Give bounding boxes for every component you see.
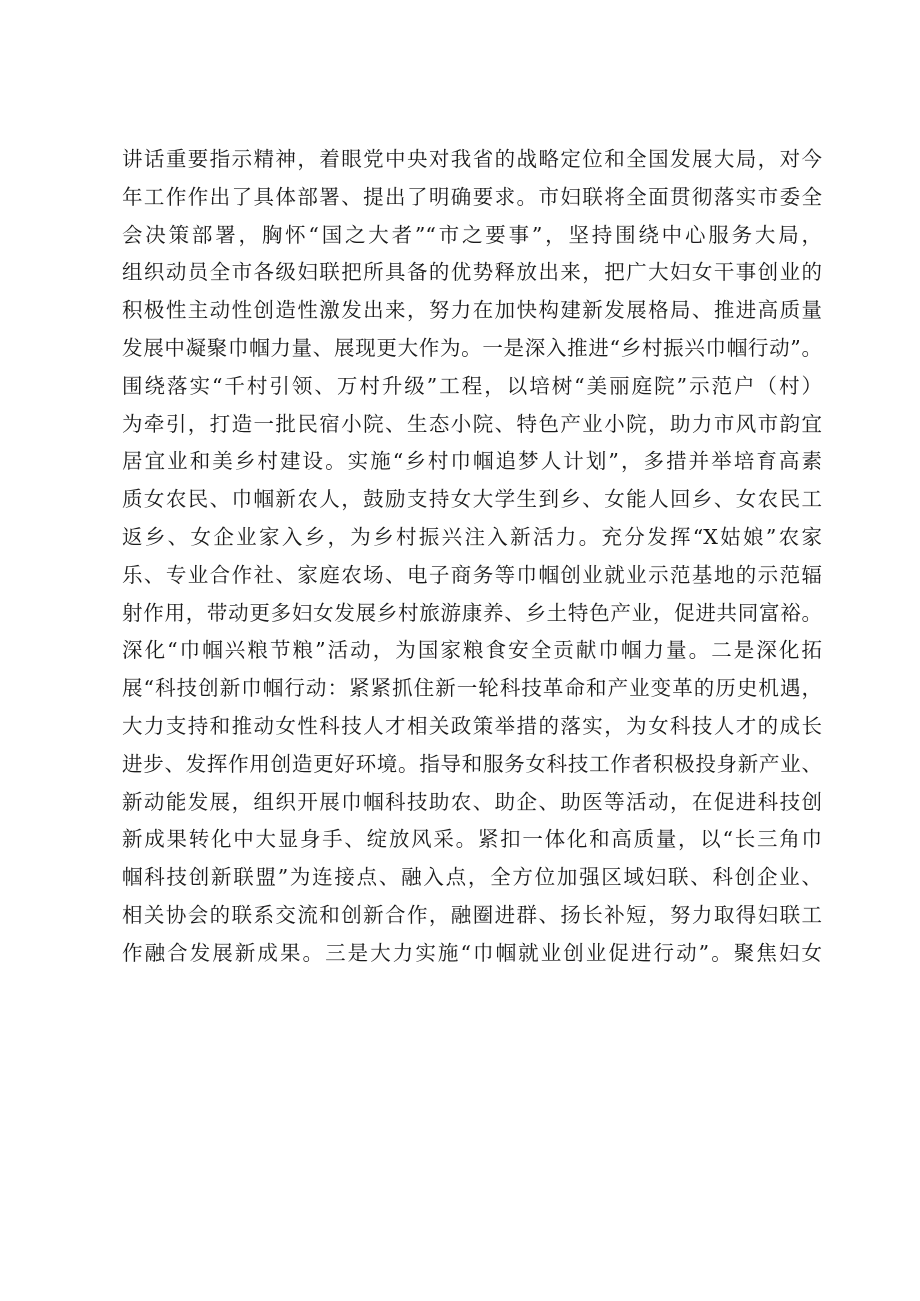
text-line: 作融合发展新成果。三是大力实施“巾帼就业创业促进行动”。聚焦妇女 [122, 940, 822, 965]
text-line: 居宜业和美乡村建设。实施“乡村巾帼追梦人计划”，多措并举培育高素 [122, 449, 822, 474]
text-line: 大力支持和推动女性科技人才相关政策举措的落实，为女科技人才的成长 [122, 713, 822, 738]
text-line: 新动能发展，组织开展巾帼科技助农、助企、助医等活动，在促进科技创 [122, 789, 822, 814]
text-line: 展“科技创新巾帼行动：紧紧抓住新一轮科技革命和产业变革的历史机遇， [122, 676, 822, 701]
text-line: 积极性主动性创造性激发出来，努力在加快构建新发展格局、推进高质量 [122, 298, 822, 323]
text-line: 发展中凝聚巾帼力量、展现更大作为。一是深入推进“乡村振兴巾帼行动”。 [122, 335, 822, 360]
text-line: 会决策部署，胸怀“国之大者”“市之要事”，坚持围绕中心服务大局， [122, 222, 822, 247]
text-line: 质女农民、巾帼新农人，鼓励支持女大学生到乡、女能人回乡、女农民工 [122, 487, 822, 512]
text-line: 新成果转化中大显身手、绽放风采。紧扣一体化和高质量，以“长三角巾 [122, 827, 822, 852]
text-line: 讲话重要指示精神，着眼党中央对我省的战略定位和全国发展大局，对今 [122, 147, 822, 171]
text-line: 相关协会的联系交流和创新合作，融圈进群、扬长补短，努力取得妇联工 [122, 902, 822, 927]
text-line: 进步、发挥作用创造更好环境。指导和服务女科技工作者积极投身新产业、 [122, 751, 822, 776]
text-line: 年工作作出了具体部署、提出了明确要求。市妇联将全面贯彻落实市委全 [122, 184, 822, 209]
text-line: 深化“巾帼兴粮节粮”活动，为国家粮食安全贡献巾帼力量。二是深化拓 [122, 638, 822, 663]
text-line: 返乡、女企业家入乡，为乡村振兴注入新活力。充分发挥“X姑娘”农家 [122, 524, 822, 549]
body-paragraph [122, 141, 822, 973]
text-line: 为牵引，打造一批民宿小院、生态小院、特色产业小院，助力市风市韵宜 [122, 411, 822, 436]
text-line: 乐、专业合作社、家庭农场、电子商务等巾帼创业就业示范基地的示范辐 [122, 562, 822, 587]
text-line: 射作用，带动更多妇女发展乡村旅游康养、乡土特色产业，促进共同富裕。 [122, 600, 822, 625]
text-line: 帼科技创新联盟”为连接点、融入点，全方位加强区域妇联、科创企业、 [122, 865, 822, 890]
text-line: 组织动员全市各级妇联把所具备的优势释放出来，把广大妇女干事创业的 [122, 260, 822, 285]
text-line: 围绕落实“千村引领、万村升级”工程，以培树“美丽庭院”示范户（村） [122, 373, 822, 398]
